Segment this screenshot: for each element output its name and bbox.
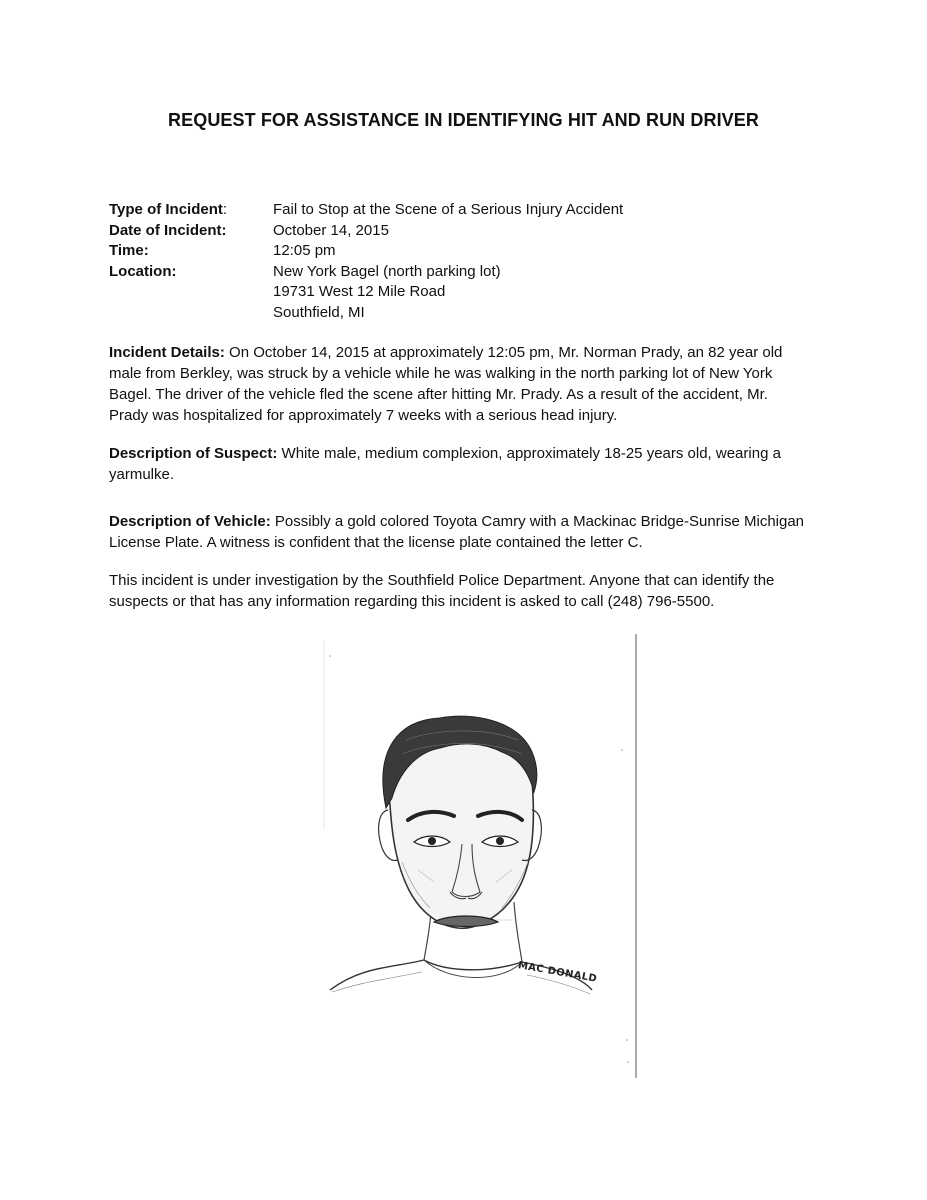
fact-type-of-incident	[109, 200, 809, 221]
fact-label-colon: :	[222, 201, 228, 218]
fact-label: Time:	[109, 242, 149, 259]
incident-facts	[109, 200, 809, 323]
fact-value: Fail to Stop at the Scene of a Serious Injury Accident	[273, 201, 624, 218]
sketch-artist-signature: MAC DONALD	[517, 960, 598, 985]
vehicle-description-paragraph	[109, 511, 809, 553]
closing-paragraph: This incident is under investigation by the Southfield Police Department. Anyone that can identify the suspects or that has any information regarding this incident is asked to call (248) 796-5500.	[109, 572, 775, 610]
incident-details-text: On October 14, 2015 at approximately 12:05 pm, Mr. Norman Prady, an 82 year old male from Berkley, was struck by a vehicle while he was walking in the north parking lot of New York Bagel. The driver of the vehicle fled the scene after hitting Mr. Prady. As a result of the accident, Mr. Prady was hospitalized for approximately 7 weeks with a serious head injury.	[109, 344, 783, 424]
location-line: 19731 West 12 Mile Road	[273, 283, 446, 300]
vehicle-text: Possibly a gold colored Toyota Camry with a Mackinac Bridge-Sunrise Michigan License Plate. A witness is confident that the license plate contained the letter C.	[109, 513, 805, 551]
suspect-sketch	[322, 630, 640, 1080]
incident-details-paragraph	[109, 342, 809, 426]
suspect-description-paragraph	[109, 443, 809, 485]
page-title: REQUEST FOR ASSISTANCE IN IDENTIFYING HIT AND RUN DRIVER	[168, 110, 759, 130]
suspect-label: Description of Suspect:	[109, 445, 278, 462]
location-line: New York Bagel (north parking lot)	[273, 262, 501, 280]
suspect-sketch-drawing	[322, 630, 640, 1080]
suspect-text: White male, medium complexion, approximately 18-25 years old, wearing a yarmulke.	[109, 445, 781, 483]
fact-date-of-incident	[109, 221, 809, 242]
fact-location	[109, 262, 809, 324]
fact-label: Date of Incident:	[109, 221, 227, 239]
location-line: Southfield, MI	[273, 303, 365, 321]
fact-value: October 14, 2015	[273, 221, 389, 239]
vehicle-label: Description of Vehicle:	[109, 513, 271, 530]
fact-label: Location:	[109, 262, 177, 280]
fact-label: Type of Incident	[109, 201, 223, 218]
fact-time	[109, 241, 809, 262]
incident-details-label: Incident Details:	[109, 344, 225, 361]
fact-value: 12:05 pm	[273, 242, 336, 259]
